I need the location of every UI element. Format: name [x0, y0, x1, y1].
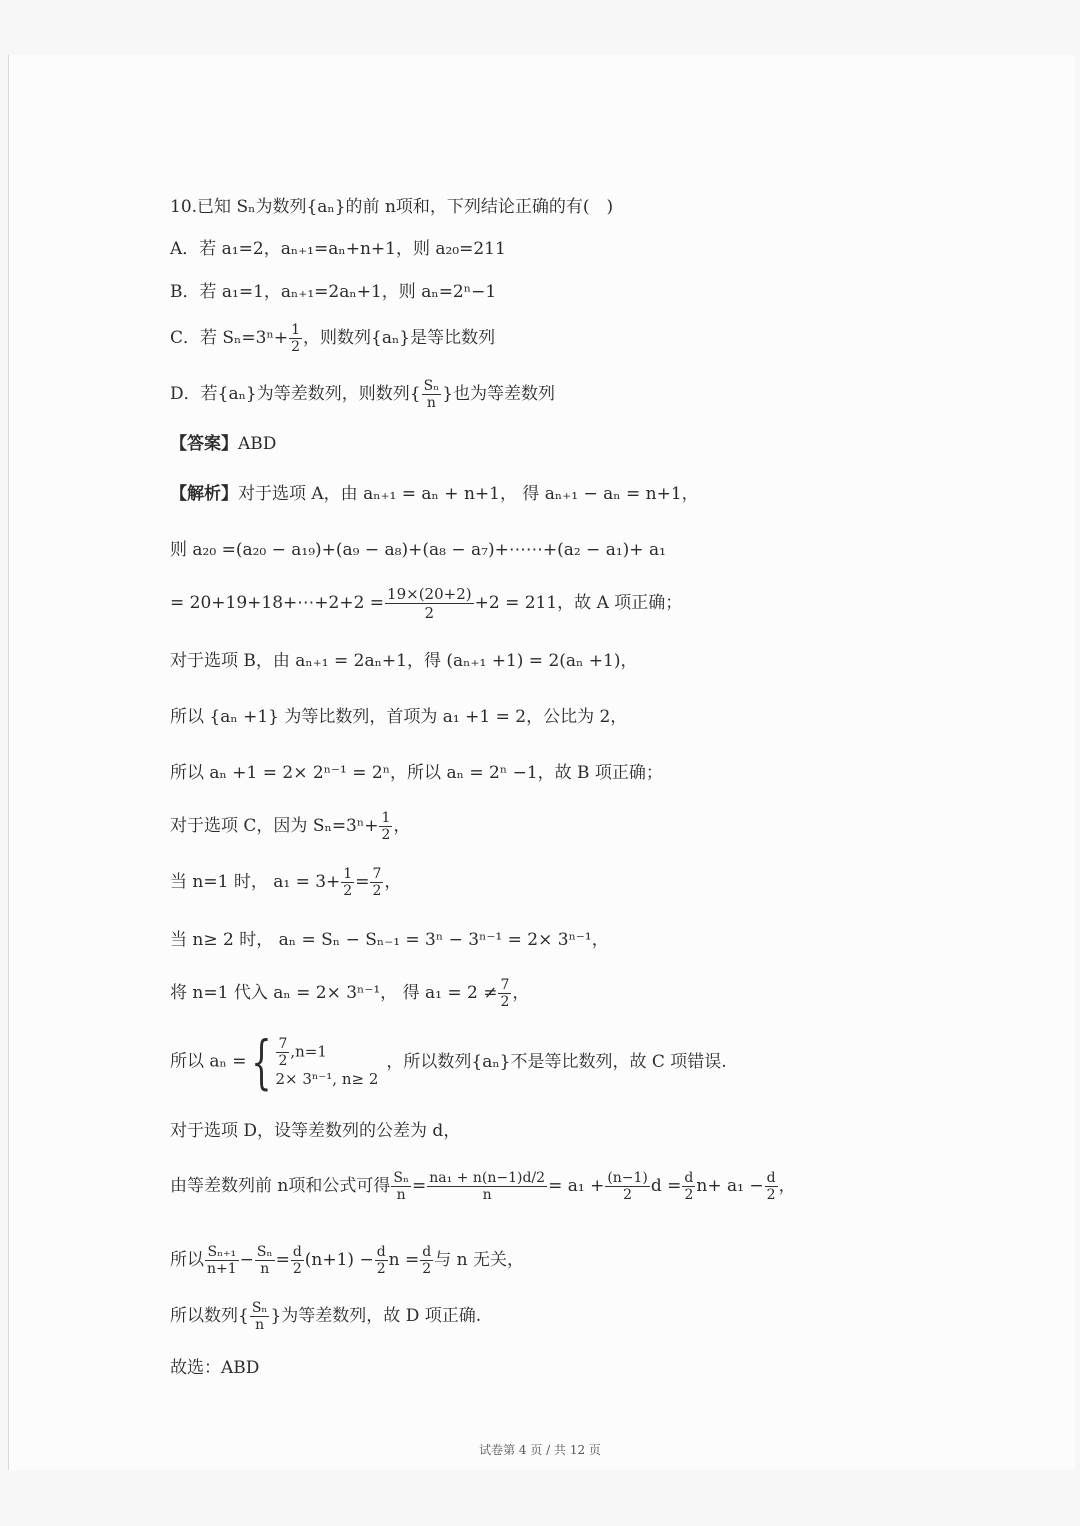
solution-line-12: 对于选项 D，设等差数列的公差为 d， — [170, 1121, 461, 1141]
solution-line-2: 则 a₂₀ =(a₂₀ − a₁₉)+(a₉ − a₈)+(a₈ − a₇)+⋯⋯+(a₂ − a₁)+ a₁ — [170, 540, 666, 560]
l13-post: ， — [778, 1176, 796, 1196]
option-d-fraction: $\frac{\text{Sₙ}}{n}$ — [423, 378, 440, 411]
l15-post: }为等差数列，故 D 项正确. — [270, 1306, 482, 1326]
option-d — [170, 378, 555, 411]
l7-post: ， — [393, 816, 411, 836]
solution-line-15 — [170, 1300, 481, 1333]
l13-mid: = a₁ + — [548, 1176, 605, 1196]
solution-line-14 — [170, 1244, 524, 1277]
l13-mid3: n+ a₁ − — [696, 1176, 764, 1196]
l13-pre: 由等差数列前 n项和公式可得 — [170, 1176, 391, 1196]
l3-fraction: $\frac{19\times(20+2)}{2}$ — [387, 585, 472, 622]
l14-fraction-4: $\frac{d}{2}$ — [376, 1244, 386, 1277]
solution-line-5: 所以 {aₙ +1} 为等比数列，首项为 a₁ +1 = 2，公比为 2， — [170, 707, 628, 727]
l14-fraction-3: $\frac{d}{2}$ — [292, 1244, 302, 1277]
option-a: A．若 a₁=2，aₙ₊₁=aₙ+n+1，则 a₂₀=211 — [170, 239, 506, 259]
l14-mid2: n = — [388, 1250, 420, 1270]
l14-fraction-1: $\frac{\text{Sₙ₊₁}}{n+1}$ — [207, 1244, 237, 1277]
l8-pre: 当 n=1 时， a₁ = 3+ — [170, 872, 341, 892]
option-c-fraction: $\frac{1}{2}$ — [291, 322, 300, 355]
l13-fraction-4: $\frac{d}{2}$ — [684, 1170, 694, 1203]
l3-pre: = 20+19+18+⋯+2+2 = — [170, 593, 385, 613]
piecewise-cases — [275, 1036, 378, 1089]
solution-line-1 — [170, 483, 699, 505]
answer-value: ABD — [238, 434, 277, 454]
l3-post: +2 = 211，故 A 项正确； — [474, 593, 683, 613]
l7-pre: 对于选项 C，因为 Sₙ=3ⁿ+ — [170, 816, 379, 836]
answer-line — [170, 433, 276, 455]
l14-fraction-2: $\frac{\text{Sₙ}}{n}$ — [256, 1244, 273, 1277]
option-b: B．若 a₁=1，aₙ₊₁=2aₙ+1，则 aₙ=2ⁿ−1 — [170, 282, 497, 302]
question-stem: 10.已知 Sₙ为数列{aₙ}的前 n项和，下列结论正确的有( ) — [170, 197, 614, 217]
answer-tag: 【答案】 — [170, 434, 238, 454]
l15-pre: 所以数列{ — [170, 1306, 249, 1326]
solution-line-13 — [170, 1170, 796, 1203]
solution-line-7 — [170, 810, 410, 843]
case-1-cond: ,n=1 — [290, 1042, 327, 1060]
option-c-tail: ，则数列{aₙ}是等比数列 — [303, 328, 496, 348]
l10-fraction: $\frac{7}{2}$ — [500, 977, 510, 1010]
l14-minus: − — [239, 1250, 254, 1270]
solution-tag: 【解析】 — [170, 484, 238, 504]
solution-line-3 — [170, 585, 682, 622]
l11-post: ，所以数列{aₙ}不是等比数列，故 C 项错误. — [386, 1051, 727, 1072]
solution-line-8 — [170, 866, 401, 899]
case-1-fraction: $\frac{7}{2}$ — [278, 1035, 288, 1069]
solution-line-6: 所以 aₙ +1 = 2× 2ⁿ⁻¹ = 2ⁿ，所以 aₙ = 2ⁿ −1，故 B 项正确； — [170, 763, 663, 783]
page-footer: 试卷第 4 页 / 共 12 页 — [479, 1443, 601, 1457]
option-d-tail: }也为等差数列 — [442, 384, 556, 404]
l8-post: ， — [384, 872, 402, 892]
solution-line-11 — [170, 1028, 727, 1096]
solution-line-9: 当 n≥ 2 时， aₙ = Sₙ − Sₙ₋₁ = 3ⁿ − 3ⁿ⁻¹ = 2× 3ⁿ⁻¹， — [170, 930, 609, 950]
l13-fraction-5: $\frac{d}{2}$ — [766, 1170, 776, 1203]
l13-eq: = — [412, 1176, 427, 1196]
solution-line-10 — [170, 977, 529, 1010]
l13-fraction-1: $\frac{\text{Sₙ}}{n}$ — [393, 1170, 410, 1203]
l13-fraction-3: $\frac{(n-1)}{2}$ — [607, 1170, 648, 1203]
l14-eq: = — [275, 1250, 290, 1270]
case-1 — [275, 1036, 378, 1069]
l13-mid2: d = — [650, 1176, 682, 1196]
option-c-text: C．若 Sₙ=3ⁿ+ — [170, 328, 289, 348]
left-brace: { — [250, 1028, 272, 1096]
l14-pre: 所以 — [170, 1250, 204, 1270]
l8-fraction-2: $\frac{7}{2}$ — [372, 866, 382, 899]
l14-mid: (n+1) − — [304, 1250, 374, 1270]
l10-post: ， — [512, 983, 530, 1003]
solution-text-1: 对于选项 A，由 aₙ₊₁ = aₙ + n+1， 得 aₙ₊₁ − aₙ = n+1， — [238, 484, 699, 504]
solution-line-4: 对于选项 B，由 aₙ₊₁ = 2aₙ+1，得 (aₙ₊₁ +1) = 2(aₙ +1)， — [170, 651, 638, 671]
l8-mid: = — [355, 872, 370, 892]
l15-fraction: $\frac{\text{Sₙ}}{n}$ — [251, 1300, 268, 1333]
solution-line-16: 故选：ABD — [170, 1358, 260, 1378]
case-2: 2× 3ⁿ⁻¹, n≥ 2 — [275, 1069, 379, 1088]
l7-fraction: $\frac{1}{2}$ — [381, 810, 391, 843]
l13-fraction-2: $\frac{\text{na₁ + n(n−1)d/2}}{n}$ — [429, 1170, 546, 1203]
l14-post: 与 n 无关， — [434, 1250, 525, 1270]
l8-fraction-1: $\frac{1}{2}$ — [343, 866, 353, 899]
l10-pre: 将 n=1 代入 aₙ = 2× 3ⁿ⁻¹， 得 a₁ = 2 ≠ — [170, 983, 498, 1003]
l14-fraction-5: $\frac{d}{2}$ — [422, 1244, 432, 1277]
option-d-text: D．若{aₙ}为等差数列，则数列{ — [170, 384, 421, 404]
option-c — [170, 322, 495, 355]
l11-pre: 所以 aₙ = — [170, 1051, 247, 1072]
